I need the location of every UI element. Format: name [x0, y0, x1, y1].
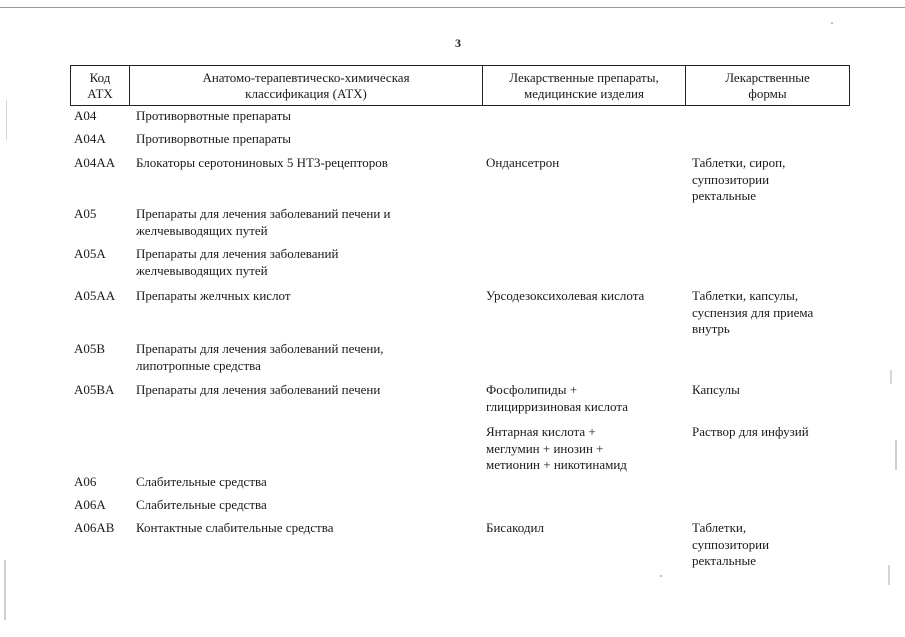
header-drugs: Лекарственные препараты, медицинские изделия: [483, 66, 686, 105]
row-name: Препараты для лечения заболеваний желчевыводящих путей: [136, 246, 339, 278]
row-form: Таблетки, суппозитории ректальные: [692, 520, 770, 568]
row-name: Препараты для лечения заболеваний печени и желчевыводящих путей: [136, 206, 391, 238]
row-name: Контактные слабительные средства: [136, 520, 334, 535]
row-form: Таблетки, капсулы, суспензия для приема внутрь: [692, 288, 814, 336]
row-code: A05A: [74, 246, 106, 261]
row-name: Препараты для лечения заболеваний печени: [136, 382, 381, 397]
scan-speck: [831, 22, 833, 24]
scan-speck: [4, 560, 6, 620]
scan-speck: [888, 565, 890, 585]
row-code: A06AB: [74, 520, 115, 535]
header-forms: Лекарственные формы: [725, 69, 810, 101]
row-drug: Фосфолипиды + глицирризиновая кислота: [486, 382, 628, 414]
scan-speck: [6, 100, 7, 140]
row-name: Слабительные средства: [136, 474, 267, 489]
row-code: A05BA: [74, 382, 115, 397]
row-drug: Ондансетрон: [486, 155, 560, 170]
row-name: Блокаторы серотониновых 5 НТ3-рецепторов: [136, 155, 388, 170]
row-code: A04: [74, 108, 97, 123]
row-name: Препараты желчных кислот: [136, 288, 291, 303]
row-name: Препараты для лечения заболеваний печени, липотропные средства: [136, 341, 384, 373]
row-code: A04AA: [74, 155, 116, 170]
scan-speck: [890, 370, 892, 384]
row-form: Раствор для инфузий: [692, 424, 809, 439]
scan-speck: [895, 440, 897, 470]
row-drug: Бисакодил: [486, 520, 544, 535]
row-drug: Урсодезоксихолевая кислота: [486, 288, 645, 303]
row-code: A05: [74, 206, 97, 221]
row-name: Противорвотные препараты: [136, 131, 291, 146]
row-code: A04A: [74, 131, 106, 146]
row-form: Таблетки, сироп, суппозитории ректальные: [692, 155, 786, 203]
table-header: [70, 65, 850, 106]
row-code: A05AA: [74, 288, 116, 303]
page-number: 3: [455, 36, 461, 50]
row-form: Капсулы: [692, 382, 740, 397]
row-drug: Янтарная кислота + меглумин + инозин + метионин + никотинамид: [486, 424, 627, 472]
top-border-line: [0, 7, 905, 8]
scan-speck: [660, 575, 662, 577]
row-code: A05B: [74, 341, 106, 356]
header-code: Код АТХ: [71, 66, 130, 105]
row-name: Противорвотные препараты: [136, 108, 291, 123]
row-name: Слабительные средства: [136, 497, 267, 512]
row-code: A06: [74, 474, 97, 489]
row-code: A06A: [74, 497, 106, 512]
header-atc: Анатомо-терапевтическо-химическая классификация (АТХ): [130, 66, 483, 105]
